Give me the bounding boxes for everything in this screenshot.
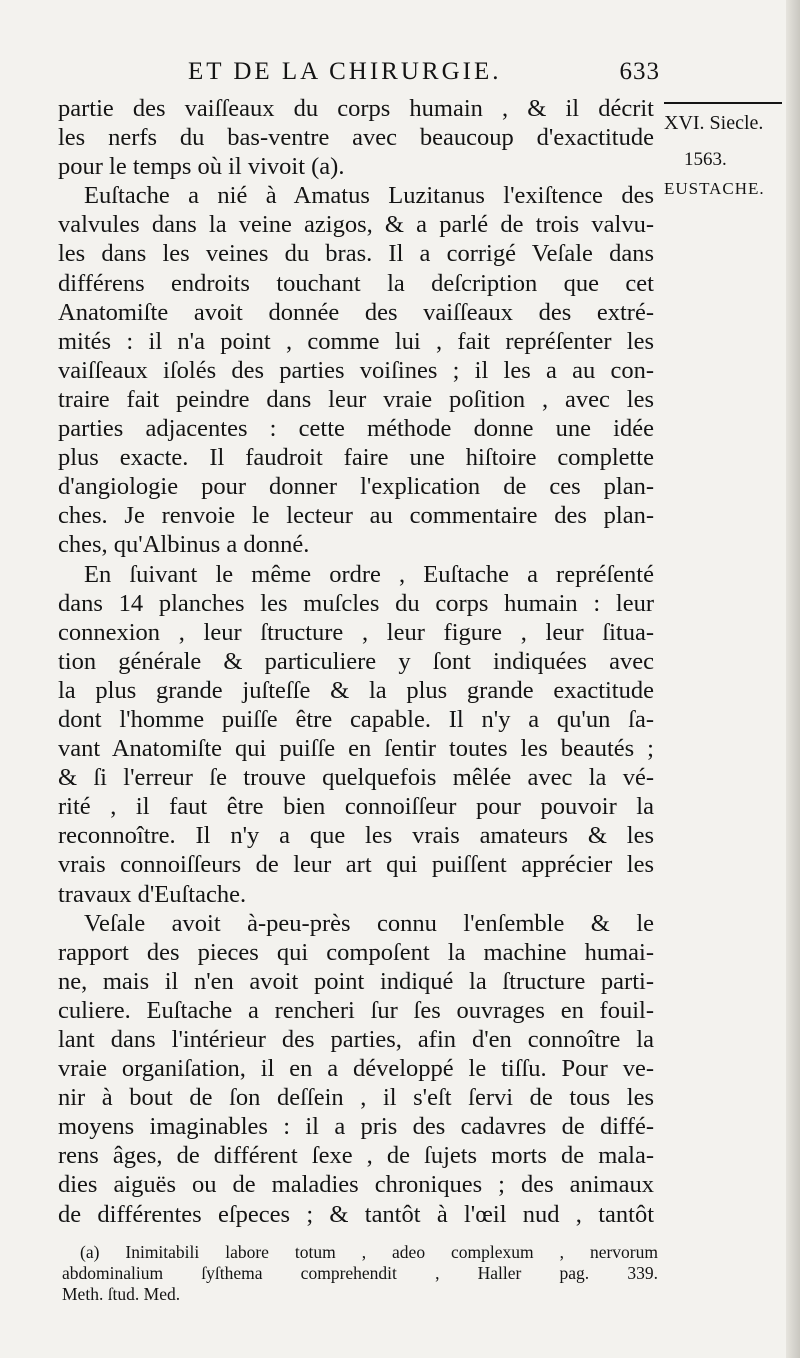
footnote [62, 1242, 658, 1305]
margin-name: EUSTACHE. [664, 179, 765, 198]
text-line: Veſale avoit à-peu-près connu l'enſemble & le [84, 909, 654, 937]
footnote-line: (a) Inimitabili labore totum , adeo complexum , nervorum [80, 1242, 658, 1262]
text-line: traire fait peindre dans leur vraie poſition , avec les [58, 385, 654, 413]
text-line: vant Anatomiſte qui puiſſe en ſentir toutes les beautés ; [58, 735, 654, 763]
page-edge [786, 0, 800, 1358]
text-line: plus exacte. Il faudroit faire une hiſtoire complette [58, 444, 654, 472]
margin-rule [664, 102, 782, 104]
text-line: les nerfs du bas-ventre avec beaucoup d'exactitude [58, 124, 654, 152]
text-line: dont l'homme puiſſe être capable. Il n'y a qu'un ſa- [58, 705, 654, 733]
footnote-line: abdominalium ſyſthema comprehendit , Haller pag. 339. [62, 1263, 658, 1283]
text-line: travaux d'Euſtache. [58, 880, 247, 908]
text-line: la plus grande juſteſſe & la plus grande exactitude [58, 676, 654, 704]
text-line: dans 14 planches les muſcles du corps humain : leur [58, 589, 654, 617]
text-line: tion générale & particuliere y ſont indiquées avec [58, 647, 654, 675]
text-line: connexion , leur ſtructure , leur figure , leur ſitua- [58, 618, 654, 646]
text-line: nir à bout de ſon deſſein , il s'eſt ſervi de tous les [58, 1084, 654, 1112]
text-line: valvules dans la veine azigos, & a parlé de trois valvu- [58, 211, 654, 239]
text-line: vaiſſeaux iſolés des parties voiſines ; il les a au con- [58, 356, 654, 384]
text-line: ches, qu'Albinus a donné. [58, 531, 310, 559]
text-line: dies aiguës ou de maladies chroniques ; des animaux [58, 1171, 654, 1199]
text-line: moyens imaginables : il a pris des cadavres de diffé- [58, 1113, 654, 1141]
text-line: parties adjacentes : cette méthode donne une idée [58, 415, 654, 443]
text-line: rapport des pieces qui compoſent la machine humai- [58, 938, 654, 966]
text-line: & ſi l'erreur ſe trouve quelquefois mêlée avec la vé- [58, 764, 654, 792]
text-line: rité , il faut être bien connoiſſeur pour pouvoir la [58, 793, 654, 821]
text-line: culiere. Euſtache a rencheri ſur ſes ouvrages en fouil- [58, 996, 654, 1024]
text-line: les dans les veines du bras. Il a corrigé Veſale dans [58, 240, 654, 268]
text-line: d'angiologie pour donner l'explication de ces plan- [58, 473, 654, 501]
text-line: Euſtache a nié à Amatus Luzitanus l'exiſtence des [84, 182, 654, 210]
text-line: pour le temps où il vivoit (a). [58, 153, 345, 181]
text-line: de différentes eſpeces ; & tantôt à l'œil nud , tantôt [58, 1200, 654, 1228]
text-line: lant dans l'intérieur des parties, afin d'en connoître la [58, 1026, 654, 1053]
text-line: vrais connoiſſeurs de leur art qui puiſſent apprécier les [58, 851, 654, 879]
text-line: ne, mais il n'en avoit point indiqué la ſtructure parti- [58, 967, 654, 995]
page-number: 633 [619, 58, 660, 85]
running-head: ET DE LA CHIRURGIE. [188, 58, 502, 85]
margin-century: XVI. Siecle. [664, 112, 764, 134]
page-header [60, 58, 660, 88]
body-text [58, 94, 654, 1229]
text-line: vraie organiſation, il en a développé le tiſſu. Pour ve- [58, 1055, 654, 1083]
text-line: En ſuivant le même ordre , Euſtache a repréſenté [84, 560, 654, 588]
margin-year: 1563. [684, 149, 727, 170]
text-line: rens âges, de différent ſexe , de ſujets morts de mala- [58, 1142, 654, 1170]
text-line: ches. Je renvoie le lecteur au commentaire des plan- [58, 502, 654, 530]
margin-notes [664, 94, 786, 199]
text-line: reconnoître. Il n'y a que les vrais amateurs & les [58, 822, 654, 850]
text-line: mités : il n'a point , comme lui , fait repréſenter les [58, 327, 654, 355]
text-line: Anatomiſte avoit donnée des vaiſſeaux des extré- [58, 298, 654, 326]
text-line: partie des vaiſſeaux du corps humain , & il décrit [58, 95, 654, 122]
footnote-line: Meth. ſtud. Med. [62, 1284, 181, 1304]
text-line: différens endroits touchant la deſcription que cet [58, 269, 654, 297]
